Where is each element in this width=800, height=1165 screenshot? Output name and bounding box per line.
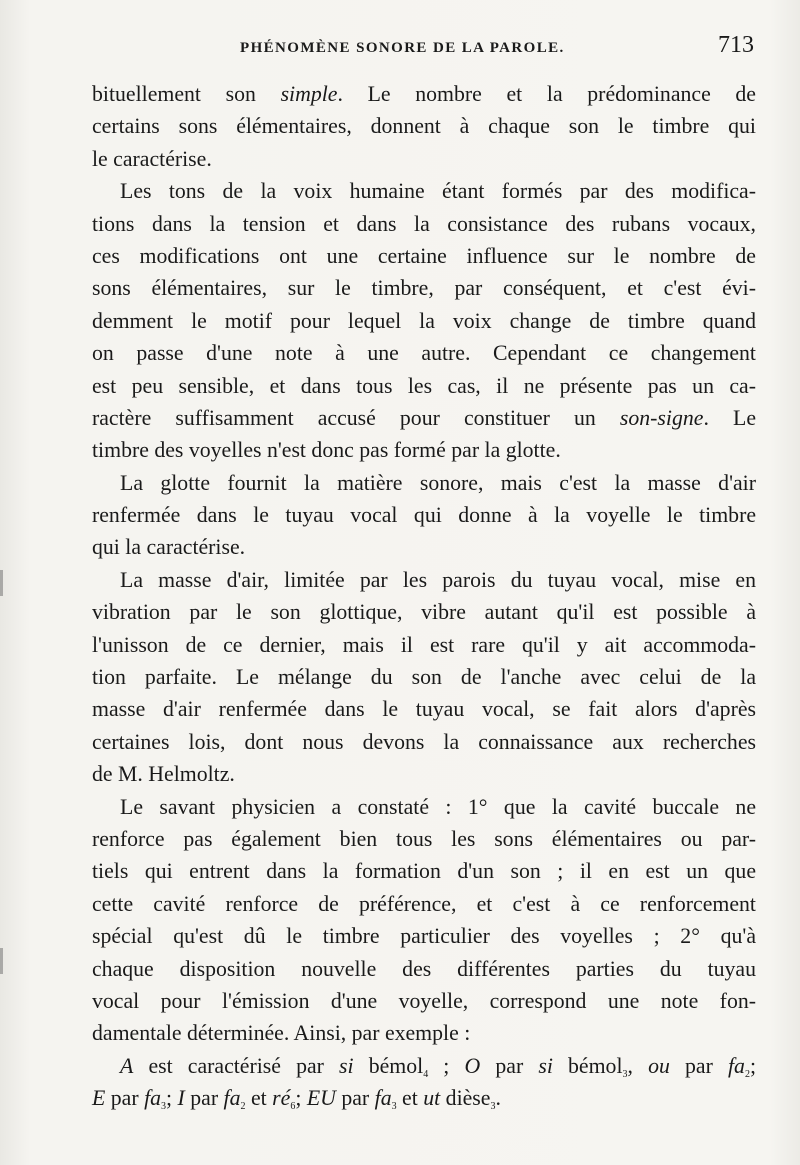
page-header bbox=[92, 32, 754, 68]
subscript: 6 bbox=[290, 1101, 296, 1113]
text-run: certaines lois, dont nous devons la connaissance aux recherches bbox=[92, 729, 756, 754]
text-line bbox=[92, 402, 756, 434]
text-run: Les tons de la voix humaine étant formés par des modifica- bbox=[120, 179, 756, 204]
paragraph bbox=[92, 175, 756, 467]
subscript: 2 bbox=[240, 1101, 246, 1113]
text-run: chaque disposition nouvelle des différentes parties du tuyau bbox=[92, 956, 756, 981]
text-line bbox=[92, 823, 756, 855]
text-run: , bbox=[627, 1053, 649, 1078]
text-run: par bbox=[669, 1053, 728, 1078]
italic-text: si bbox=[538, 1053, 553, 1078]
italic-text: fa bbox=[374, 1086, 392, 1111]
text-run: . Le bbox=[703, 405, 756, 430]
text-run: qui la caractérise. bbox=[92, 535, 246, 560]
text-run: le caractérise. bbox=[92, 146, 212, 171]
text-line bbox=[92, 1017, 756, 1049]
italic-text: I bbox=[177, 1086, 185, 1111]
text-run: ; bbox=[166, 1086, 178, 1111]
text-run: Le savant physicien a constaté : 1° que la cavité buccale ne bbox=[120, 794, 756, 819]
text-run: de M. Helmoltz. bbox=[92, 762, 235, 787]
italic-text: simple bbox=[280, 82, 338, 106]
text-run: bituellement son bbox=[92, 82, 281, 106]
paragraph bbox=[92, 1050, 756, 1115]
page-number: 713 bbox=[718, 32, 754, 58]
text-run: demment le motif pour lequel la voix change de timbre quand bbox=[92, 308, 756, 333]
text-line bbox=[92, 1082, 756, 1114]
text-line bbox=[92, 370, 756, 402]
subscript: 4 bbox=[423, 1068, 429, 1080]
margin-mark bbox=[0, 570, 3, 596]
text-line bbox=[92, 110, 756, 142]
text-run: et bbox=[245, 1086, 273, 1111]
text-run: bémol bbox=[552, 1053, 623, 1078]
margin-mark bbox=[0, 948, 3, 974]
text-line bbox=[92, 888, 756, 920]
text-line bbox=[92, 855, 756, 887]
text-line bbox=[92, 953, 756, 985]
italic-text: si bbox=[339, 1053, 354, 1078]
text-run: ; bbox=[295, 1086, 307, 1111]
subscript: 3 bbox=[622, 1068, 628, 1080]
text-run: est caractérisé par bbox=[133, 1053, 340, 1078]
italic-text: ré bbox=[272, 1086, 291, 1111]
italic-text: ut bbox=[423, 1086, 441, 1111]
text-run: ces modifications ont une certaine influence sur le nombre de bbox=[92, 243, 756, 268]
text-run: renforce pas également bien tous les sons élémentaires ou par- bbox=[92, 826, 756, 851]
text-line bbox=[92, 985, 756, 1017]
text-line bbox=[92, 758, 756, 790]
text-run: timbre des voyelles n'est donc pas formé par la glotte. bbox=[92, 438, 561, 463]
text-line bbox=[92, 693, 756, 725]
text-run: La masse d'air, limitée par les parois du tuyau vocal, mise en bbox=[120, 567, 756, 592]
text-run: vibration par le son glottique, vibre autant qu'il est possible à bbox=[92, 600, 756, 625]
text-line bbox=[92, 726, 756, 758]
subscript: 3 bbox=[490, 1101, 496, 1113]
text-line bbox=[92, 208, 756, 240]
text-line bbox=[92, 272, 756, 304]
italic-text: E bbox=[92, 1086, 106, 1111]
text-run: tions dans la tension et dans la consistance des rubans vocaux, bbox=[92, 211, 756, 236]
text-run: . bbox=[495, 1086, 501, 1111]
text-line bbox=[92, 661, 756, 693]
text-run: renfermée dans le tuyau vocal qui donne à la voyelle le timbre bbox=[92, 503, 756, 528]
text-run: par bbox=[480, 1053, 539, 1078]
subscript: 3 bbox=[161, 1101, 167, 1113]
body-text bbox=[92, 78, 756, 1115]
italic-text: son-signe bbox=[619, 405, 704, 430]
text-line bbox=[92, 596, 756, 628]
text-run: spécial qu'est dû le timbre particulier des voyelles ; 2° qu'à bbox=[92, 924, 756, 949]
text-run: par bbox=[184, 1086, 224, 1111]
text-line bbox=[92, 434, 756, 466]
italic-text: O bbox=[464, 1053, 481, 1078]
text-run: vocal pour l'émission d'une voyelle, correspond une note fon- bbox=[92, 988, 756, 1013]
text-line bbox=[92, 175, 756, 207]
text-line bbox=[92, 499, 756, 531]
italic-text: EU bbox=[306, 1086, 336, 1111]
text-run: sons élémentaires, sur le timbre, par conséquent, et c'est évi- bbox=[92, 276, 756, 301]
text-line bbox=[92, 1050, 756, 1082]
paragraph bbox=[92, 78, 756, 175]
text-line bbox=[92, 337, 756, 369]
text-line bbox=[92, 305, 756, 337]
text-run: cette cavité renforce de préférence, et c'est à ce renforcement bbox=[92, 891, 756, 916]
text-line bbox=[92, 629, 756, 661]
paragraph bbox=[92, 564, 756, 791]
italic-text: fa bbox=[144, 1086, 162, 1111]
text-run: . Le nombre et la prédominance de bbox=[337, 82, 756, 106]
text-run: tion parfaite. Le mélange du son de l'anche avec celui de la bbox=[92, 665, 756, 690]
italic-text: A bbox=[120, 1053, 134, 1078]
text-run: ractère suffisamment accusé pour constituer un bbox=[92, 405, 620, 430]
text-run: et bbox=[396, 1086, 424, 1111]
text-run: damentale déterminée. Ainsi, par exemple : bbox=[92, 1021, 471, 1046]
text-line bbox=[92, 920, 756, 952]
text-run: par bbox=[105, 1086, 145, 1111]
text-run: certains sons élémentaires, donnent à chaque son le timbre qui bbox=[92, 114, 756, 139]
text-run: La glotte fournit la matière sonore, mais c'est la masse d'air bbox=[120, 470, 756, 495]
text-line bbox=[92, 143, 756, 175]
text-line bbox=[92, 531, 756, 563]
text-run: par bbox=[335, 1086, 375, 1111]
text-line bbox=[92, 78, 756, 110]
paragraph bbox=[92, 467, 756, 564]
text-line bbox=[92, 791, 756, 823]
text-run: masse d'air renfermée dans le tuyau vocal, se fait alors d'après bbox=[92, 697, 756, 722]
subscript: 3 bbox=[391, 1101, 397, 1113]
italic-text: fa bbox=[223, 1086, 241, 1111]
text-run: tiels qui entrent dans la formation d'un son ; il en est un que bbox=[92, 859, 756, 884]
text-run: l'unisson de ce dernier, mais il est rare qu'il y ait accommoda- bbox=[92, 632, 756, 657]
text-run: bémol bbox=[353, 1053, 424, 1078]
text-run: on passe d'une note à une autre. Cependant ce changement bbox=[92, 341, 756, 366]
text-line bbox=[92, 467, 756, 499]
text-run: dièse bbox=[440, 1086, 491, 1111]
italic-text: ou bbox=[648, 1053, 670, 1078]
subscript: 2 bbox=[744, 1068, 750, 1080]
paragraph bbox=[92, 791, 756, 1050]
italic-text: fa bbox=[727, 1053, 745, 1078]
running-title: PHÉNOMÈNE SONORE DE LA PAROLE. bbox=[240, 40, 565, 56]
text-line bbox=[92, 564, 756, 596]
text-line bbox=[92, 240, 756, 272]
text-run: ; bbox=[428, 1053, 465, 1078]
text-run: est peu sensible, et dans tous les cas, il ne présente pas un ca- bbox=[92, 373, 756, 398]
text-run: ; bbox=[749, 1053, 756, 1078]
